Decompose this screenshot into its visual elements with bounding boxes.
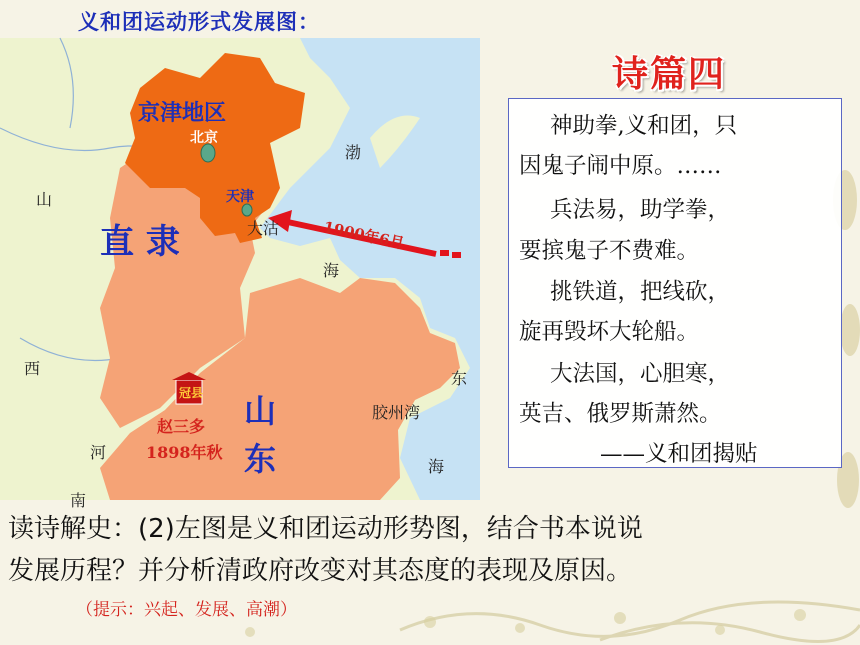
poem-line: 旋再毁坏大轮船。 <box>519 319 700 345</box>
question-line-1: 读诗解史：(2)左图是义和团运动形势图，结合书本说说 <box>8 514 643 544</box>
poem-line: 大法国，心胆寒， <box>550 361 731 387</box>
map-label-guanxian: 冠县 <box>179 386 204 400</box>
map-label-nan <box>70 488 86 500</box>
page-title: 义和团运动形式发展图： <box>78 10 320 34</box>
map-label-dagu: 大沽 <box>247 219 280 238</box>
map-label-shandong-1: 山 <box>244 392 277 430</box>
question-line-2: 发展历程？并分析清政府改变对其态度的表现及原因。 <box>8 556 633 586</box>
map-label-hai: 海 <box>323 261 340 280</box>
boxer-movement-map <box>0 38 480 500</box>
map-label-tianjin: 天津 <box>226 189 254 205</box>
map-label-he: 河 <box>90 443 107 462</box>
poem-line: 要摈鬼子不费难。 <box>519 238 700 264</box>
poem-line: 兵法易，助学拳， <box>550 197 731 223</box>
map-label-shan: 山 <box>36 190 53 209</box>
map-label-hai-2: 海 <box>428 457 445 476</box>
poem-line: 神助拳,义和团，只 <box>550 113 738 139</box>
poem-line: 挑铁道，把线砍， <box>550 279 731 305</box>
map-label-bohai: 渤 <box>345 143 362 162</box>
poem-attribution: ——义和团揭贴 <box>600 441 758 467</box>
map-label-1898: 1898年秋 <box>146 443 223 462</box>
poem-line: 英吉、俄罗斯萧然。 <box>519 401 722 427</box>
map-label-jiaozhou: 胶州湾 <box>372 403 421 422</box>
map-label-east: 东 <box>451 369 468 388</box>
map-label-jingjin: 京津地区 <box>138 101 227 126</box>
map-label-shandong-2: 东 <box>244 440 277 478</box>
map-label-beijing: 北京 <box>190 130 218 146</box>
map-label-zhaosanduo: 赵三多 <box>157 417 206 436</box>
poem-title: 诗篇四 <box>612 54 727 95</box>
question-hint: （提示：兴起、发展、高潮） <box>76 600 297 620</box>
map-label-xi: 西 <box>24 359 41 378</box>
map-label-arrow-date: 1900年6月 <box>321 217 406 253</box>
poem-line: 因鬼子闹中原。…… <box>519 153 722 179</box>
map-label-zhili: 直 隶 <box>100 222 180 262</box>
